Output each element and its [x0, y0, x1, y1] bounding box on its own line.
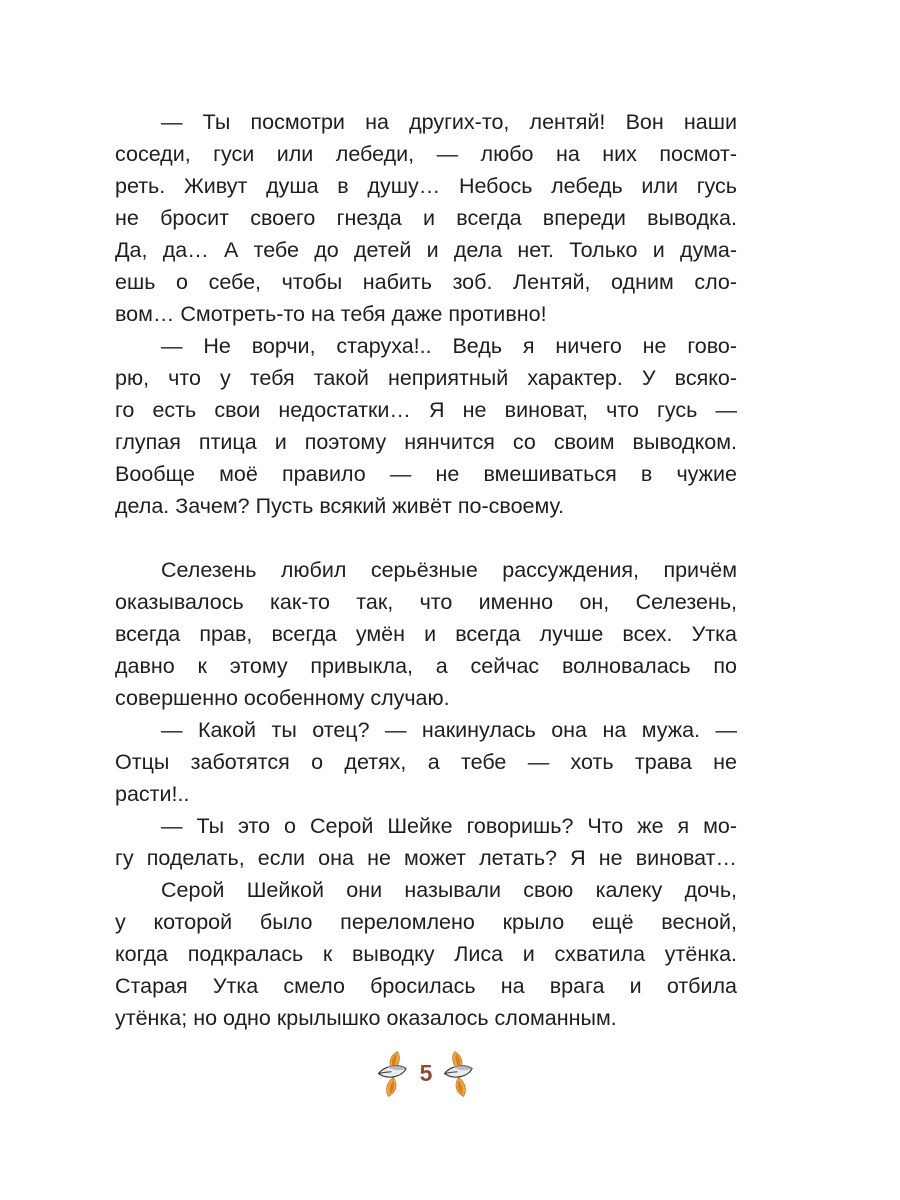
text-line: не бросит своего гнезда и всегда впереди выводка.: [115, 206, 737, 230]
text-line: Серой Шейкой они называли свою калеку дочь,: [161, 878, 737, 902]
text-line: Да, да… А тебе до детей и дела нет. Только и дума-: [115, 238, 737, 262]
text-line: Отцы заботятся о детях, а тебе — хоть трава не: [115, 750, 737, 774]
text-line: Селезень любил серьёзные рассуждения, причём: [161, 558, 737, 582]
text-line: оказывалось как-то так, что именно он, Селезень,: [115, 590, 737, 614]
text-line: дела. Зачем? Пусть всякий живёт по-своему.: [115, 494, 565, 518]
page-footer: [115, 1048, 737, 1100]
paragraph: [115, 330, 737, 522]
text-line: соседи, гуси или лебеди, — любо на них посмот-: [115, 142, 737, 166]
text-line: глупая птица и поэтому нянчится со своим выводком.: [115, 430, 737, 454]
text-line: расти!..: [115, 782, 190, 806]
text-line: ешь о себе, чтобы набить зоб. Лентяй, одним сло-: [115, 270, 737, 294]
paragraph: [115, 106, 737, 330]
text-line: у которой было переломлено крыло ещё весной,: [115, 910, 737, 934]
text-line: гу поделать, если она не может летать? Я не виноват…: [115, 846, 737, 870]
page-ornament-right-icon: [444, 1051, 474, 1097]
text-line: — Ты это о Серой Шейке говоришь? Что же я мо-: [161, 814, 737, 838]
text-line: когда подкралась к выводку Лиса и схватила утёнка.: [115, 942, 737, 966]
paragraph: [115, 554, 737, 714]
text-line: утёнка; но одно крылышко оказалось сломанным.: [115, 1006, 617, 1030]
paragraph: [115, 714, 737, 810]
text-line: го есть свои недостатки… Я не виноват, что гусь —: [115, 398, 737, 422]
text-line: реть. Живут душа в душу… Небось лебедь или гусь: [115, 174, 737, 198]
paragraph: [115, 874, 737, 1034]
text-line: Вообще моё правило — не вмешиваться в чужие: [115, 462, 737, 486]
text-line: — Ты посмотри на других-то, лентяй! Вон наши: [161, 110, 737, 134]
paragraph: [115, 810, 737, 874]
page-ornament-left-icon: [378, 1051, 408, 1097]
text-line: рю, что у тебя такой неприятный характер. У всяко-: [115, 366, 737, 390]
text-line: — Какой ты отец? — накинулась она на мужа. —: [161, 718, 737, 742]
text-line: вом… Смотреть-то на тебя даже противно!: [115, 302, 547, 326]
text-line: Старая Утка смело бросилась на врага и отбила: [115, 974, 737, 998]
text-line: всегда прав, всегда умён и всегда лучше всех. Утка: [115, 622, 737, 646]
text-line: — Не ворчи, старуха!.. Ведь я ничего не гово-: [161, 334, 737, 358]
text-line: совершенно особенному случаю.: [115, 686, 450, 710]
paragraph-break: [115, 522, 737, 554]
text-block: [115, 106, 737, 1034]
text-line: давно к этому привыкла, а сейчас волновалась по: [115, 654, 737, 678]
page-number: 5: [419, 1059, 433, 1086]
